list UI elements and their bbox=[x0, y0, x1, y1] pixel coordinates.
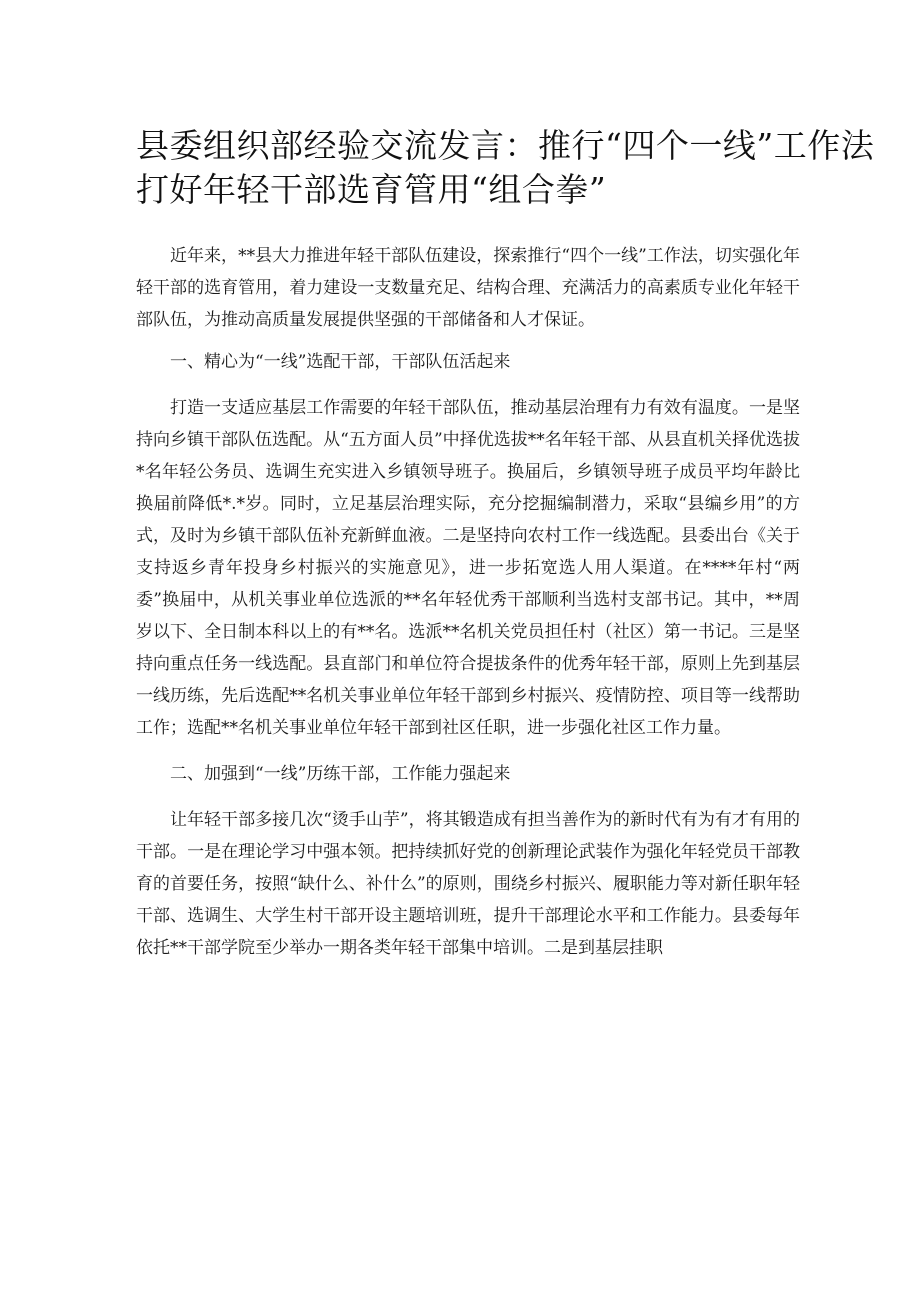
section-2-paragraph: 让年轻干部多接几次“烫手山芋”，将其锻造成有担当善作为的新时代有为有才有用的干部。一是在理论学习中强本领。把持续抓好党的创新理论武装作为强化年轻党员干部教育的首要任务，按照“缺什么、补什么”的原则，围绕乡村振兴、履职能力等对新任职年轻干部、选调生、大学生村干部开设主题培训班，提升干部理论水平和工作能力。县委每年依托**干部学院至少举办一期各类年轻干部集中培训。二是到基层挂职 bbox=[136, 810, 800, 958]
title-line-2: 打好年轻干部选育管用“组合拳” bbox=[136, 170, 607, 209]
document-title bbox=[136, 124, 875, 212]
title-line-1: 县委组织部经验交流发言：推行“四个一线”工作法 bbox=[136, 126, 875, 165]
section-2-heading: 二、加强到“一线”历练干部，工作能力强起来 bbox=[170, 764, 511, 784]
document-body bbox=[136, 240, 800, 978]
section-1-paragraph: 打造一支适应基层工作需要的年轻干部队伍，推动基层治理有力有效有温度。一是坚持向乡镇干部队伍选配。从“五方面人员”中择优选拔**名年轻干部、从县直机关择优选拔*名年轻公务员、选调生充实进入乡镇领导班子。换届后，乡镇领导班子成员平均年龄比换届前降低*.*岁。同时，立足基层治理实际，充分挖掘编制潜力，采取“县编乡用”的方式，及时为乡镇干部队伍补充新鲜血液。二是坚持向农村工作一线选配。县委出台《关于支持返乡青年投身乡村振兴的实施意见》，进一步拓宽选人用人渠道。在****年村“两委”换届中，从机关事业单位选派的**名年轻优秀干部顺利当选村支部书记。其中，**周岁以下、全日制本科以上的有**名。选派**名机关党员担任村（社区）第一书记。三是坚持向重点任务一线选配。县直部门和单位符合提拔条件的优秀年轻干部，原则上先到基层一线历练，先后选配**名机关事业单位年轻干部到乡村振兴、疫情防控、项目等一线帮助工作；选配**名机关事业单位年轻干部到社区任职，进一步强化社区工作力量。 bbox=[136, 398, 800, 738]
intro-paragraph: 近年来，**县大力推进年轻干部队伍建设，探索推行“四个一线”工作法，切实强化年轻干部的选育管用，着力建设一支数量充足、结构合理、充满活力的高素质专业化年轻干部队伍，为推动高质量发展提供坚强的干部储备和人才保证。 bbox=[136, 246, 800, 330]
section-1-heading: 一、精心为“一线”选配干部，干部队伍活起来 bbox=[170, 352, 511, 372]
